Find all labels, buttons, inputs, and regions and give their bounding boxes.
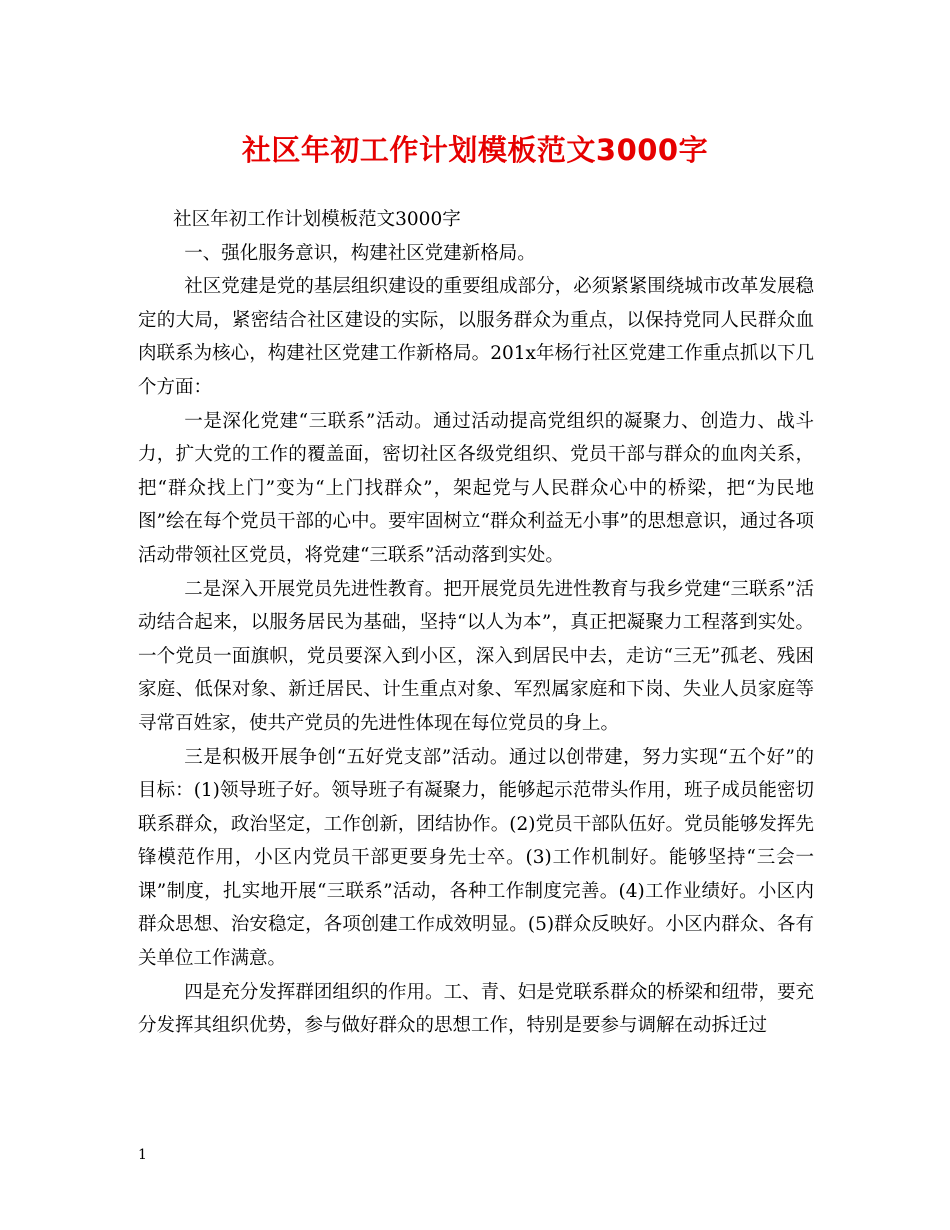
paragraph: 社区党建是党的基层组织建设的重要组成部分，必须紧紧围绕城市改革发展稳定的大局，紧密结合社区建设的实际，以服务群众为重点，以保持党同人民群众血肉联系为核心，构建社区党建工作新格局。201x年杨行社区党建工作重点抓以下几个方面：	[138, 276, 814, 398]
paragraph-subtitle: 社区年初工作计划模板范文3000字	[173, 209, 461, 230]
paragraph: 四是充分发挥群团组织的作用。工、青、妇是党联系群众的桥梁和纽带，要充分发挥其组织优势，参与做好群众的思想工作，特别是要参与调解在动拆迁过	[138, 981, 814, 1037]
page-number: 1	[138, 1147, 147, 1163]
document-body	[138, 203, 814, 1043]
paragraph: 二是深入开展党员先进性教育。把开展党员先进性教育与我乡党建“三联系”活动结合起来，以服务居民为基础，坚持“以人为本”，真正把凝聚力工程落到实处。一个党员一面旗帜，党员要深入到小区，深入到居民中去，走访“三无”孤老、残困家庭、低保对象、新迁居民、计生重点对象、军烈属家庭和下岗、失业人员家庭等寻常百姓家，使共产党员的先进性体现在每位党员的身上。	[138, 578, 814, 734]
paragraph: 一是深化党建“三联系”活动。通过活动提高党组织的凝聚力、创造力、战斗力，扩大党的工作的覆盖面，密切社区各级党组织、党员干部与群众的血肉关系，把“群众找上门”变为“上门找群众”，架起党与人民群众心中的桥梁，把“为民地图”绘在每个党员干部的心中。要牢固树立“群众利益无小事”的思想意识，通过各项活动带领社区党员，将党建“三联系”活动落到实处。	[138, 410, 814, 566]
paragraph: 三是积极开展争创“五好党支部”活动。通过以创带建，努力实现“五个好”的目标：(1)领导班子好。领导班子有凝聚力，能够起示范带头作用，班子成员能密切联系群众，政治坚定，工作创新，团结协作。(2)党员干部队伍好。党员能够发挥先锋模范作用，小区内党员干部更要身先士卒。(3)工作机制好。能够坚持“三会一课”制度，扎实地开展“三联系”活动，各种工作制度完善。(4)工作业绩好。小区内群众思想、治安稳定，各项创建工作成效明显。(5)群众反映好。小区内群众、各有关单位工作满意。	[138, 746, 814, 970]
paragraph-section-heading: 一、强化服务意识，构建社区党建新格局。	[184, 242, 536, 264]
document-title: 社区年初工作计划模板范文3000字	[241, 133, 709, 167]
